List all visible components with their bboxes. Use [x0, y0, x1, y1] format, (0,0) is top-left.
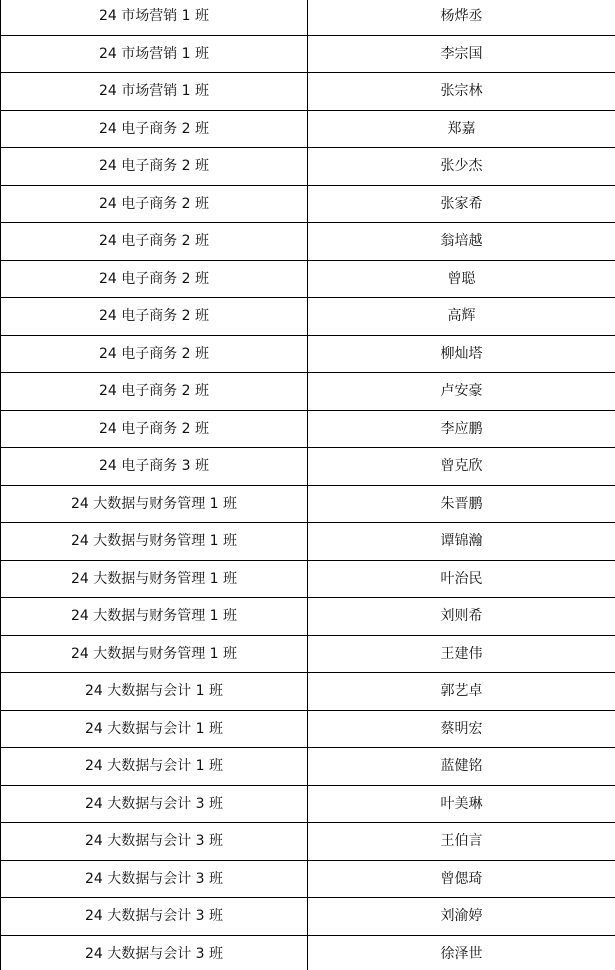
- student-name-cell: 朱晋鹏: [308, 485, 615, 523]
- table-row: [1, 73, 615, 111]
- class-name-cell: 24 电子商务 2 班: [1, 298, 308, 336]
- student-name-cell: 高辉: [308, 298, 615, 336]
- student-name-cell: 曾偲琦: [308, 860, 615, 898]
- student-name-cell: 张家希: [308, 185, 615, 223]
- table-row: [1, 860, 615, 898]
- class-name-cell: 24 大数据与会计 1 班: [1, 673, 308, 711]
- class-name-cell: 24 市场营销 1 班: [1, 0, 308, 35]
- student-name-cell: 张少杰: [308, 148, 615, 186]
- class-name-cell: 24 大数据与财务管理 1 班: [1, 485, 308, 523]
- student-name-cell: 郭艺卓: [308, 673, 615, 711]
- student-name-cell: 刘则希: [308, 598, 615, 636]
- class-name-cell: 24 大数据与会计 3 班: [1, 935, 308, 970]
- class-name-cell: 24 电子商务 2 班: [1, 260, 308, 298]
- student-name-cell: 王建伟: [308, 635, 615, 673]
- table-row: [1, 785, 615, 823]
- table-row: [1, 823, 615, 861]
- class-name-cell: 24 大数据与财务管理 1 班: [1, 598, 308, 636]
- class-name-cell: 24 大数据与财务管理 1 班: [1, 635, 308, 673]
- table-row: [1, 0, 615, 35]
- table-row: [1, 260, 615, 298]
- class-name-cell: 24 大数据与财务管理 1 班: [1, 523, 308, 561]
- class-name-cell: 24 电子商务 2 班: [1, 110, 308, 148]
- class-name-cell: 24 大数据与会计 3 班: [1, 898, 308, 936]
- table-row: [1, 898, 615, 936]
- student-name-cell: 张宗林: [308, 73, 615, 111]
- student-name-cell: 翁培越: [308, 223, 615, 261]
- table-row: [1, 635, 615, 673]
- student-name-cell: 叶美琳: [308, 785, 615, 823]
- student-name-cell: 李宗国: [308, 35, 615, 73]
- class-name-cell: 24 电子商务 2 班: [1, 148, 308, 186]
- student-name-cell: 刘渝婷: [308, 898, 615, 936]
- table-row: [1, 560, 615, 598]
- class-name-cell: 24 大数据与会计 1 班: [1, 748, 308, 786]
- class-name-cell: 24 电子商务 2 班: [1, 185, 308, 223]
- table-row: [1, 673, 615, 711]
- table-row: [1, 35, 615, 73]
- class-name-cell: 24 电子商务 2 班: [1, 223, 308, 261]
- table-row: [1, 935, 615, 970]
- table-row: [1, 710, 615, 748]
- student-name-cell: 王伯言: [308, 823, 615, 861]
- class-name-cell: 24 大数据与会计 3 班: [1, 823, 308, 861]
- student-name-cell: 谭锦瀚: [308, 523, 615, 561]
- student-name-cell: 叶治民: [308, 560, 615, 598]
- table-row: [1, 110, 615, 148]
- student-name-cell: 曾聪: [308, 260, 615, 298]
- student-name-cell: 郑嘉: [308, 110, 615, 148]
- class-name-cell: 24 市场营销 1 班: [1, 35, 308, 73]
- table-row: [1, 373, 615, 411]
- class-name-cell: 24 电子商务 2 班: [1, 373, 308, 411]
- table-row: [1, 748, 615, 786]
- student-name-cell: 徐泽世: [308, 935, 615, 970]
- table-row: [1, 185, 615, 223]
- class-name-cell: 24 市场营销 1 班: [1, 73, 308, 111]
- student-name-cell: 蓝健铭: [308, 748, 615, 786]
- table-row: [1, 223, 615, 261]
- class-name-cell: 24 电子商务 2 班: [1, 335, 308, 373]
- class-name-cell: 24 大数据与会计 3 班: [1, 785, 308, 823]
- class-name-cell: 24 大数据与会计 3 班: [1, 860, 308, 898]
- student-name-cell: 曾克欣: [308, 448, 615, 486]
- table-row: [1, 148, 615, 186]
- student-name-cell: 柳灿塔: [308, 335, 615, 373]
- class-name-cell: 24 电子商务 2 班: [1, 410, 308, 448]
- student-name-cell: 杨烨丞: [308, 0, 615, 35]
- roster-body: [1, 0, 615, 970]
- table-row: [1, 523, 615, 561]
- table-row: [1, 298, 615, 336]
- class-name-cell: 24 大数据与会计 1 班: [1, 710, 308, 748]
- table-row: [1, 598, 615, 636]
- table-row: [1, 485, 615, 523]
- class-name-cell: 24 电子商务 3 班: [1, 448, 308, 486]
- student-name-cell: 蔡明宏: [308, 710, 615, 748]
- student-name-cell: 卢安豪: [308, 373, 615, 411]
- table-row: [1, 335, 615, 373]
- class-name-cell: 24 大数据与财务管理 1 班: [1, 560, 308, 598]
- table-row: [1, 448, 615, 486]
- table-row: [1, 410, 615, 448]
- student-name-cell: 李应鹏: [308, 410, 615, 448]
